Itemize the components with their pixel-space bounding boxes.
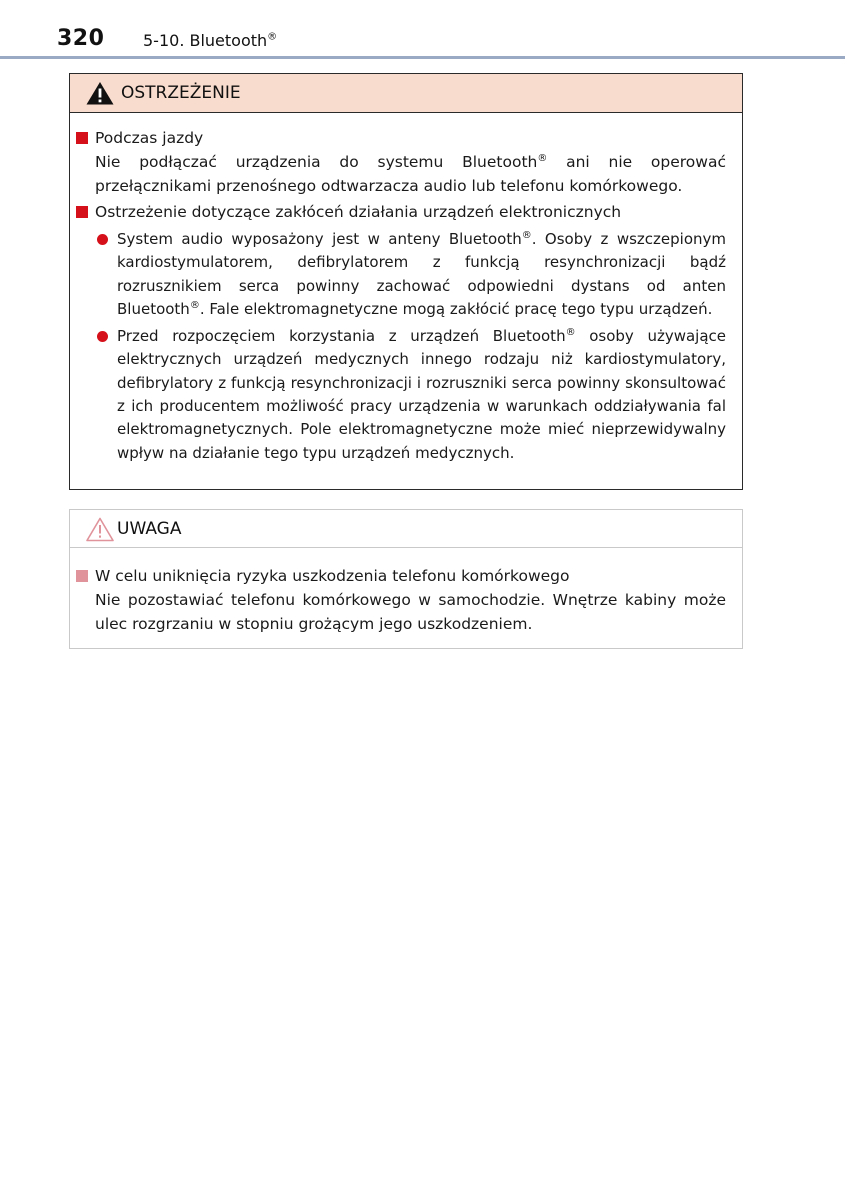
registered-mark: ® (565, 327, 576, 339)
warning-title: OSTRZEŻENIE (121, 83, 241, 103)
warning-content (70, 113, 742, 465)
red-square-bullet (76, 132, 88, 144)
registered-mark: ® (521, 230, 532, 241)
red-dot-bullet (97, 331, 108, 342)
bullet-text-part: Przed rozpoczęciem korzystania z urządzeń Bluetooth (117, 327, 566, 346)
warning-heading-interference (76, 200, 726, 224)
paragraph-text: Nie podłączać urządzenia do systemu Bluetooth (95, 153, 538, 171)
caution-header (70, 510, 742, 548)
heading-text: Ostrzeżenie dotyczące zakłóceń działania urządzeń elektronicznych (95, 203, 622, 221)
heading-text: Podczas jazdy (95, 129, 204, 147)
registered-mark: ® (267, 31, 278, 43)
warning-triangle-filled-icon (85, 80, 115, 106)
page-number: 320 (57, 26, 105, 51)
bullet-item (76, 228, 726, 321)
bullet-text-part: System audio wyposażony jest w anteny Bluetooth (117, 230, 522, 248)
bullet-text (117, 230, 726, 318)
caution-box (69, 509, 743, 649)
warning-box (69, 73, 743, 490)
red-square-bullet (76, 206, 88, 218)
paragraph-text: ani nie operować przełącznikami przenośnego odtwarzacza audio lub telefonu komórkowego. (95, 153, 726, 195)
warning-triangle-outline-icon (85, 516, 115, 542)
section-title-text: 5-10. Bluetooth (143, 31, 268, 50)
registered-mark: ® (189, 299, 200, 311)
red-dot-bullet (97, 234, 108, 245)
bullet-item (76, 325, 726, 465)
bullet-text-part: . Fale elektromagnetyczne mogą zakłócić pracę tego typu urządzeń. (199, 299, 713, 318)
heading-text: W celu uniknięcia ryzyka uszkodzenia telefonu komórkowego (95, 567, 570, 585)
warning-heading-driving (76, 126, 726, 150)
header-rule (0, 56, 845, 59)
caution-heading-phone (76, 564, 726, 588)
registered-mark: ® (537, 152, 548, 164)
caution-content (70, 548, 742, 636)
pink-square-bullet (76, 570, 88, 582)
caution-title: UWAGA (117, 519, 182, 539)
warning-paragraph-driving (76, 150, 726, 198)
page-header (0, 0, 845, 60)
caution-paragraph-phone: Nie pozostawiać telefonu komórkowego w samochodzie. Wnętrze kabiny może ulec rozgrzaniu w stopniu grożącym jego uszkodzeniem. (95, 591, 726, 633)
bullet-text (117, 327, 726, 461)
bullet-text-part: osoby używające elektrycznych urządzeń medycznych innego rodzaju niż kardiostymulatory, defibrylatory z funkcją resynchronizacji i rozruszniki serca powinny skonsultować z ich producentem możliwość pracy urządzenia w warunkach oddziaływania fal elektromagnetycznych. Pole elektromagnetyczne może mieć nieprzewidywalny wpływ na działanie tego typu urządzeń medycznych. (117, 327, 726, 462)
warning-header (70, 74, 742, 113)
bullet-text-part: . Osoby z wszczepionym kardiostymulatorem, defibrylatorem z funkcją resynchronizacji bądź rozrusznikiem serca powinny zachować odpowiedni dystans od anten Bluetooth (117, 230, 727, 318)
section-title (143, 31, 277, 50)
